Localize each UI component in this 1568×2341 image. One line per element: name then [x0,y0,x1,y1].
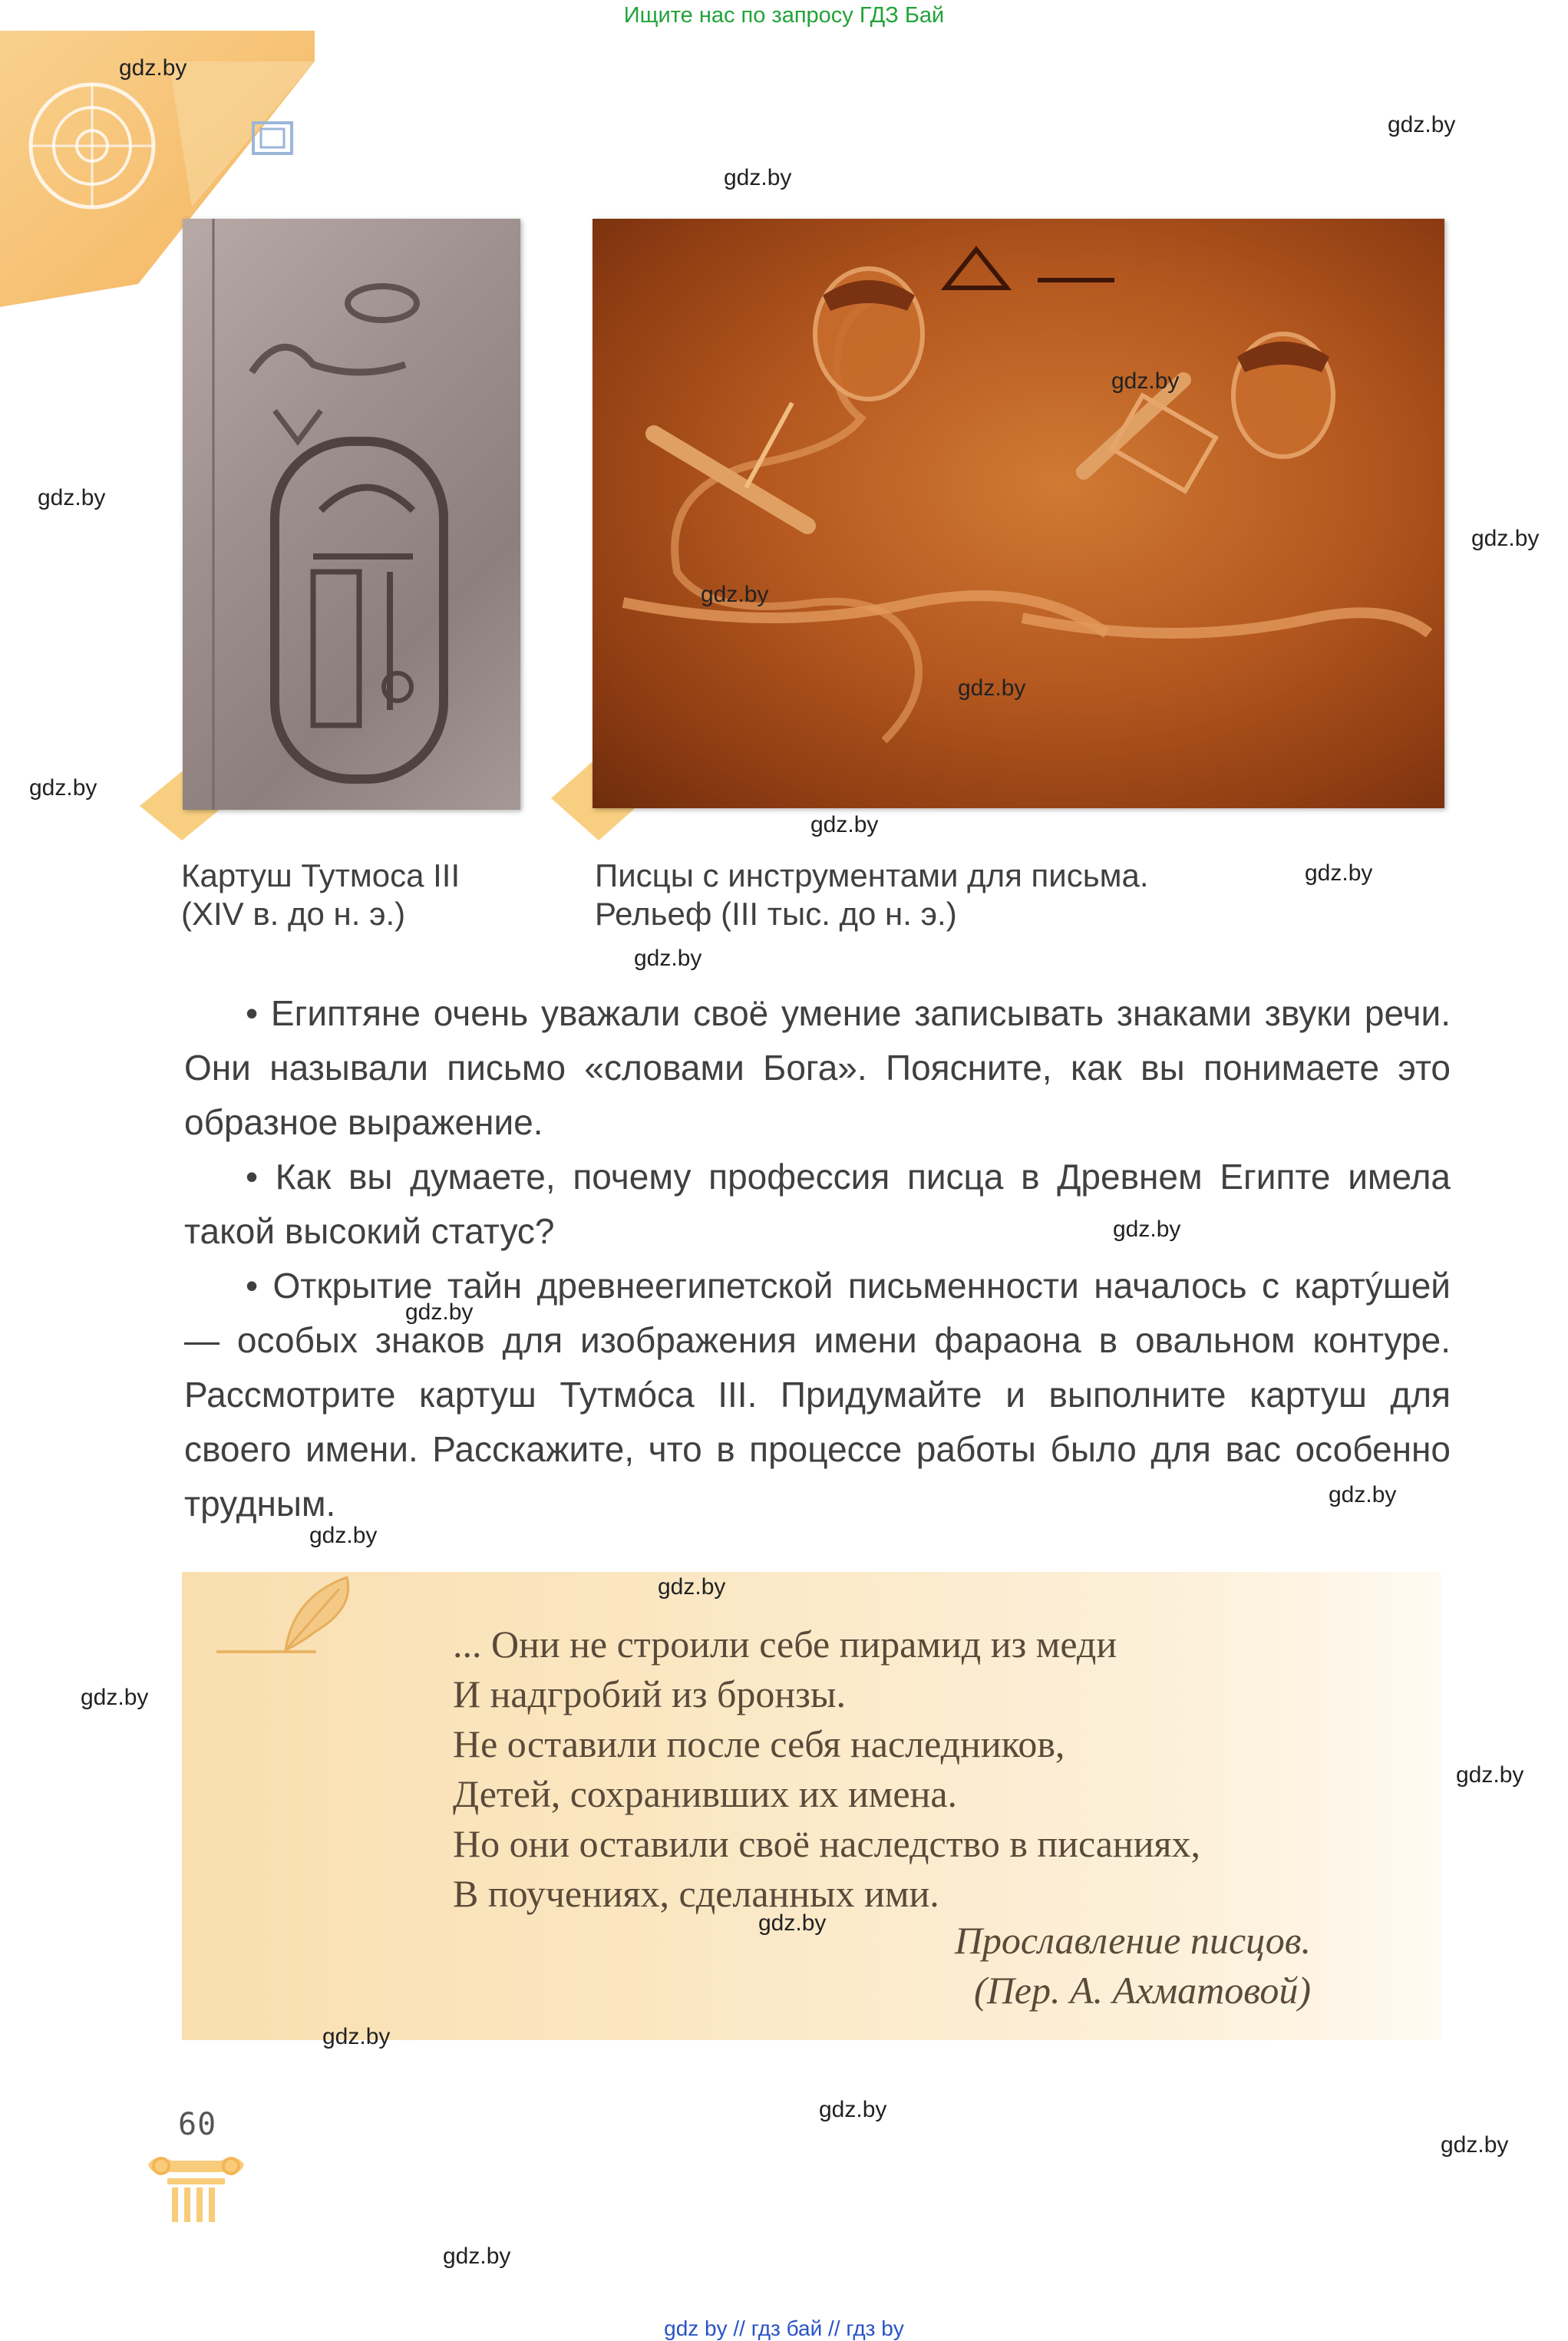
caption-line: Писцы с инструментами для письма. [595,857,1149,893]
attribution-translator: (Пер. А. Ахматовой) [974,1969,1311,2012]
watermark-text: gdz.by [1441,2132,1509,2158]
watermark-text: gdz.by [81,1685,149,1710]
caption-line: Рельеф (III тыс. до н. э.) [595,896,957,932]
watermark-text: gdz.by [1305,860,1373,886]
watermark-text: gdz.by [1113,1217,1181,1242]
watermark-text: gdz.by [405,1299,474,1325]
watermark-text: gdz.by [819,2097,887,2122]
poem-line: Детей, сохранивших их имена. [453,1772,958,1815]
watermark-text: gdz.by [758,1910,827,1936]
poem-attribution [955,1916,1311,2016]
question-paragraph: • Как вы думаете, почему профессия писца в Древнем Египте имела такой высокий статус? [184,1157,1451,1251]
poem-text [453,1620,1200,1919]
caption-line: (XIV в. до н. э.) [181,896,406,932]
figure-caption [595,857,1149,933]
poem-line: Не оставили после себя наследников, [453,1722,1065,1765]
scribes-relief-photo [593,219,1444,808]
watermark-text: gdz.by [1456,1762,1524,1788]
watermark-text: gdz.by [701,582,769,607]
question-paragraph: • Открытие тайн древнеегипетской письменности началось с картýшей — особых знаков для изображения имени фараона в овальном контуре. Рассмотрите картуш Тутмóса III. Придумайте и выполните картуш для своего имени. Расскажите, что в процессе работы было для вас особенно трудным. [184,1266,1451,1524]
quill-icon [201,1566,362,1658]
watermark-text: gdz.by [443,2244,511,2269]
watermark-text: gdz.by [810,812,879,837]
watermark-text: gdz.by [119,55,187,81]
watermark-text: gdz.by [309,1523,378,1548]
question-paragraph: • Египтяне очень уважали своё умение записывать знаками звуки речи. Они называли письмо «словами Бога». Поясните, как вы понимаете это образное выражение. [184,993,1451,1142]
footer-links[interactable]: gdz by // гдз бай // гдз by [664,2316,904,2340]
caption-line: Картуш Тутмоса III [181,857,460,893]
cartouche-photo [183,219,520,810]
watermark-text: gdz.by [322,2024,391,2049]
watermark-text: gdz.by [1388,112,1456,137]
poem-line: ... Они не строили себе пирамид из меди [453,1623,1117,1666]
watermark-text: gdz.by [29,775,97,801]
watermark-text: gdz.by [1111,368,1180,394]
figure-caption [181,857,460,933]
watermark-text: gdz.by [658,1574,726,1600]
watermark-text: gdz.by [1471,526,1540,551]
page-number: 60 [178,2107,217,2142]
watermark-text: gdz.by [724,165,792,190]
attribution-title: Прославление писцов. [954,1919,1311,1962]
poem-line: Но они оставили своё наследство в писаниях, [453,1822,1200,1865]
poem-line: И надгробий из бронзы. [453,1672,847,1715]
poem-line: В поучениях, сделанных ими. [453,1872,939,1915]
question-list [184,986,1451,1531]
watermark-text: gdz.by [958,675,1026,701]
watermark-text: gdz.by [634,946,702,971]
watermark-text: gdz.by [1329,1482,1397,1507]
top-search-hint[interactable]: Ищите нас по запросу ГДЗ Бай [623,3,945,28]
column-capital-icon [144,2149,248,2226]
watermark-text: gdz.by [38,485,106,510]
